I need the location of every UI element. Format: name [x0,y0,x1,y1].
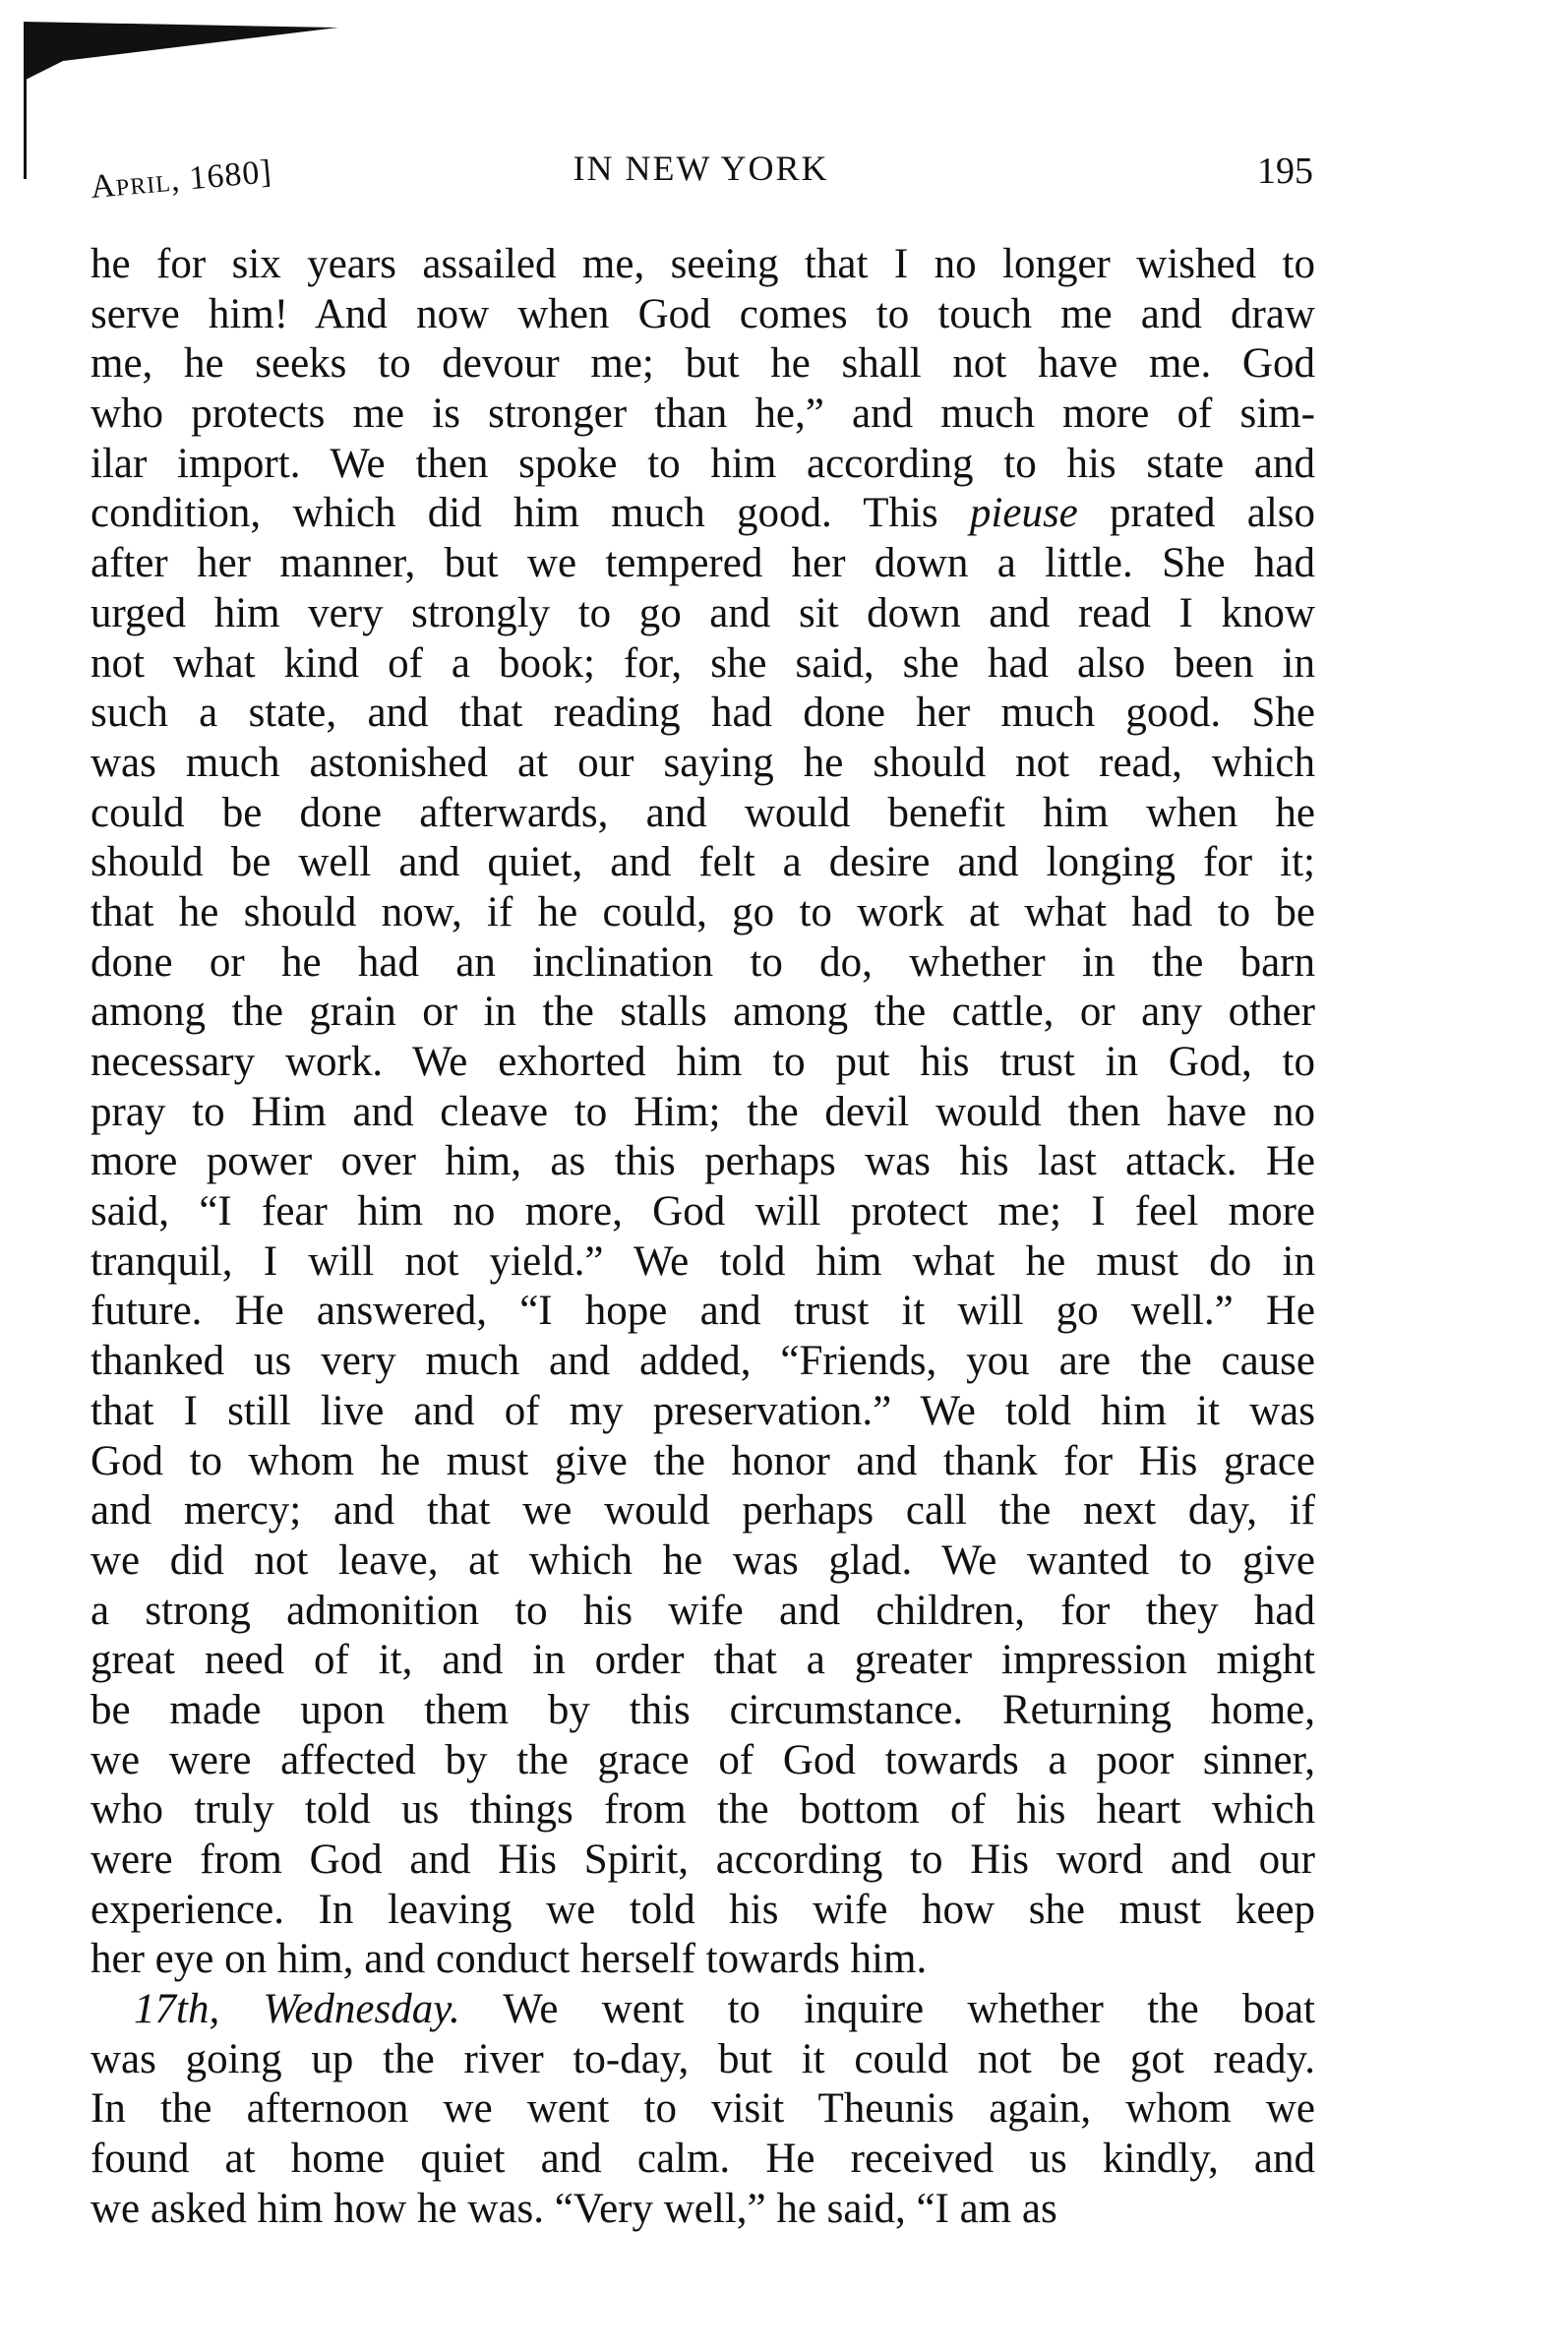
text-segment: a strong admonition to his wife and children, for they had [90,1587,1315,1634]
text-line [90,1836,1315,1886]
text-line [90,1985,1315,2035]
text-line [90,589,1315,639]
text-line [90,1038,1315,1088]
text-line [90,2035,1315,2085]
text-segment: and mercy; and that we would perhaps call the next day, if [90,1487,1315,1535]
text-segment: that I still live and of my preservation.” We told him it was [90,1387,1315,1434]
text-line [90,1437,1315,1487]
text-line [90,290,1315,340]
text-segment: among the grain or in the stalls among the cattle, or any other [90,989,1315,1036]
text-line [90,739,1315,789]
text-segment: done or he had an inclination to do, whether in the barn [90,938,1315,986]
text-line [90,1187,1315,1237]
text-segment: In the afternoon we went to visit Theunis again, whom we [90,2085,1315,2133]
text-line [90,988,1315,1038]
text-segment: condition, which did him much good. This [90,490,970,537]
text-segment: found at home quiet and calm. He received us kindly, and [90,2136,1315,2183]
text-segment: that he should now, if he could, go to work at what had to be [90,888,1315,935]
running-head-date: April, 1680] [89,153,274,207]
italic-text-segment: 17th, Wednesday. [134,1986,460,2033]
text-line [90,1387,1315,1437]
running-head-title: IN NEW YORK [573,149,829,188]
page-number: 195 [1257,151,1313,192]
text-segment: prated also [1077,490,1315,537]
text-line [90,240,1315,290]
text-segment: be made upon them by this circumstance. Returning home, [90,1686,1315,1733]
text-segment: tranquil, I will not yield.” We told him what he must do in [90,1237,1315,1285]
text-segment: her eye on him, and conduct herself towards him. [90,1936,928,1983]
text-line [90,1686,1315,1736]
text-segment: after her manner, but we tempered her down a little. She had [90,540,1315,587]
text-segment: God to whom he must give the honor and thank for His grace [90,1437,1315,1484]
text-line [90,1785,1315,1836]
text-segment: future. He answered, “I hope and trust it will go well.” He [90,1288,1315,1335]
text-line [90,2135,1315,2185]
text-line [90,1237,1315,1288]
text-line [90,339,1315,390]
text-line [90,1536,1315,1587]
text-line [90,2185,1315,2235]
text-segment: necessary work. We exhorted him to put his trust in God, to [90,1039,1315,1085]
text-line [90,539,1315,589]
text-segment: We went to inquire whether the boat [459,1986,1315,2033]
text-line [90,1287,1315,1337]
text-segment: me, he seeks to devour me; but he shall not have me. God [90,340,1315,388]
text-line [90,1587,1315,1637]
text-line [90,1636,1315,1686]
text-segment: were from God and His Spirit, according to His word and our [90,1837,1315,1883]
text-segment: ilar import. We then spoke to him according to his state and [90,440,1315,487]
text-line [90,1935,1315,1985]
text-segment: we were affected by the grace of God towards a poor sinner, [90,1736,1315,1783]
text-segment: urged him very strongly to go and sit down and read I know [90,589,1315,636]
text-line [90,1137,1315,1187]
text-line [90,1886,1315,1936]
text-line [90,639,1315,690]
text-segment: who truly told us things from the bottom of his heart which [90,1786,1315,1834]
text-line [90,1486,1315,1536]
text-line [90,938,1315,989]
text-segment: who protects me is stronger than he,” and much more of sim- [90,391,1315,438]
text-segment: not what kind of a book; for, she said, she had also been in [90,639,1315,687]
text-segment: was much astonished at our saying he should not read, which [90,739,1315,786]
text-segment: we asked him how he was. “Very well,” he said, “I am as [90,2185,1057,2232]
text-segment: great need of it, and in order that a greater impression might [90,1637,1315,1684]
text-line [90,390,1315,440]
italic-text-segment: pieuse [969,490,1078,537]
text-segment: we did not leave, at which he was glad. We wanted to give [90,1536,1315,1584]
text-line [90,789,1315,839]
text-line [90,440,1315,490]
text-segment: such a state, and that reading had done her much good. She [90,690,1315,737]
text-line [90,838,1315,888]
text-segment: should be well and quiet, and felt a desire and longing for it; [90,839,1315,886]
text-line [90,1337,1315,1387]
text-segment: serve him! And now when God comes to touch me and draw [90,290,1315,337]
text-segment: more power over him, as this perhaps was his last attack. He [90,1138,1315,1185]
text-segment: experience. In leaving we told his wife how she must keep [90,1886,1315,1933]
text-line [90,2084,1315,2135]
text-segment: said, “I fear him no more, God will protect me; I feel more [90,1188,1315,1235]
body-text [90,240,1315,2235]
text-segment: could be done afterwards, and would benefit him when he [90,789,1315,836]
running-head [89,148,1313,207]
text-line [90,489,1315,539]
text-line [90,1736,1315,1786]
text-line [90,888,1315,938]
text-segment: he for six years assailed me, seeing that I no longer wished to [90,241,1315,287]
text-line [90,1088,1315,1138]
text-segment: was going up the river to-day, but it could not be got ready. [90,2035,1315,2082]
text-line [90,689,1315,739]
text-segment: thanked us very much and added, “Friends, you are the cause [90,1338,1315,1385]
text-segment: pray to Him and cleave to Him; the devil would then have no [90,1088,1315,1135]
